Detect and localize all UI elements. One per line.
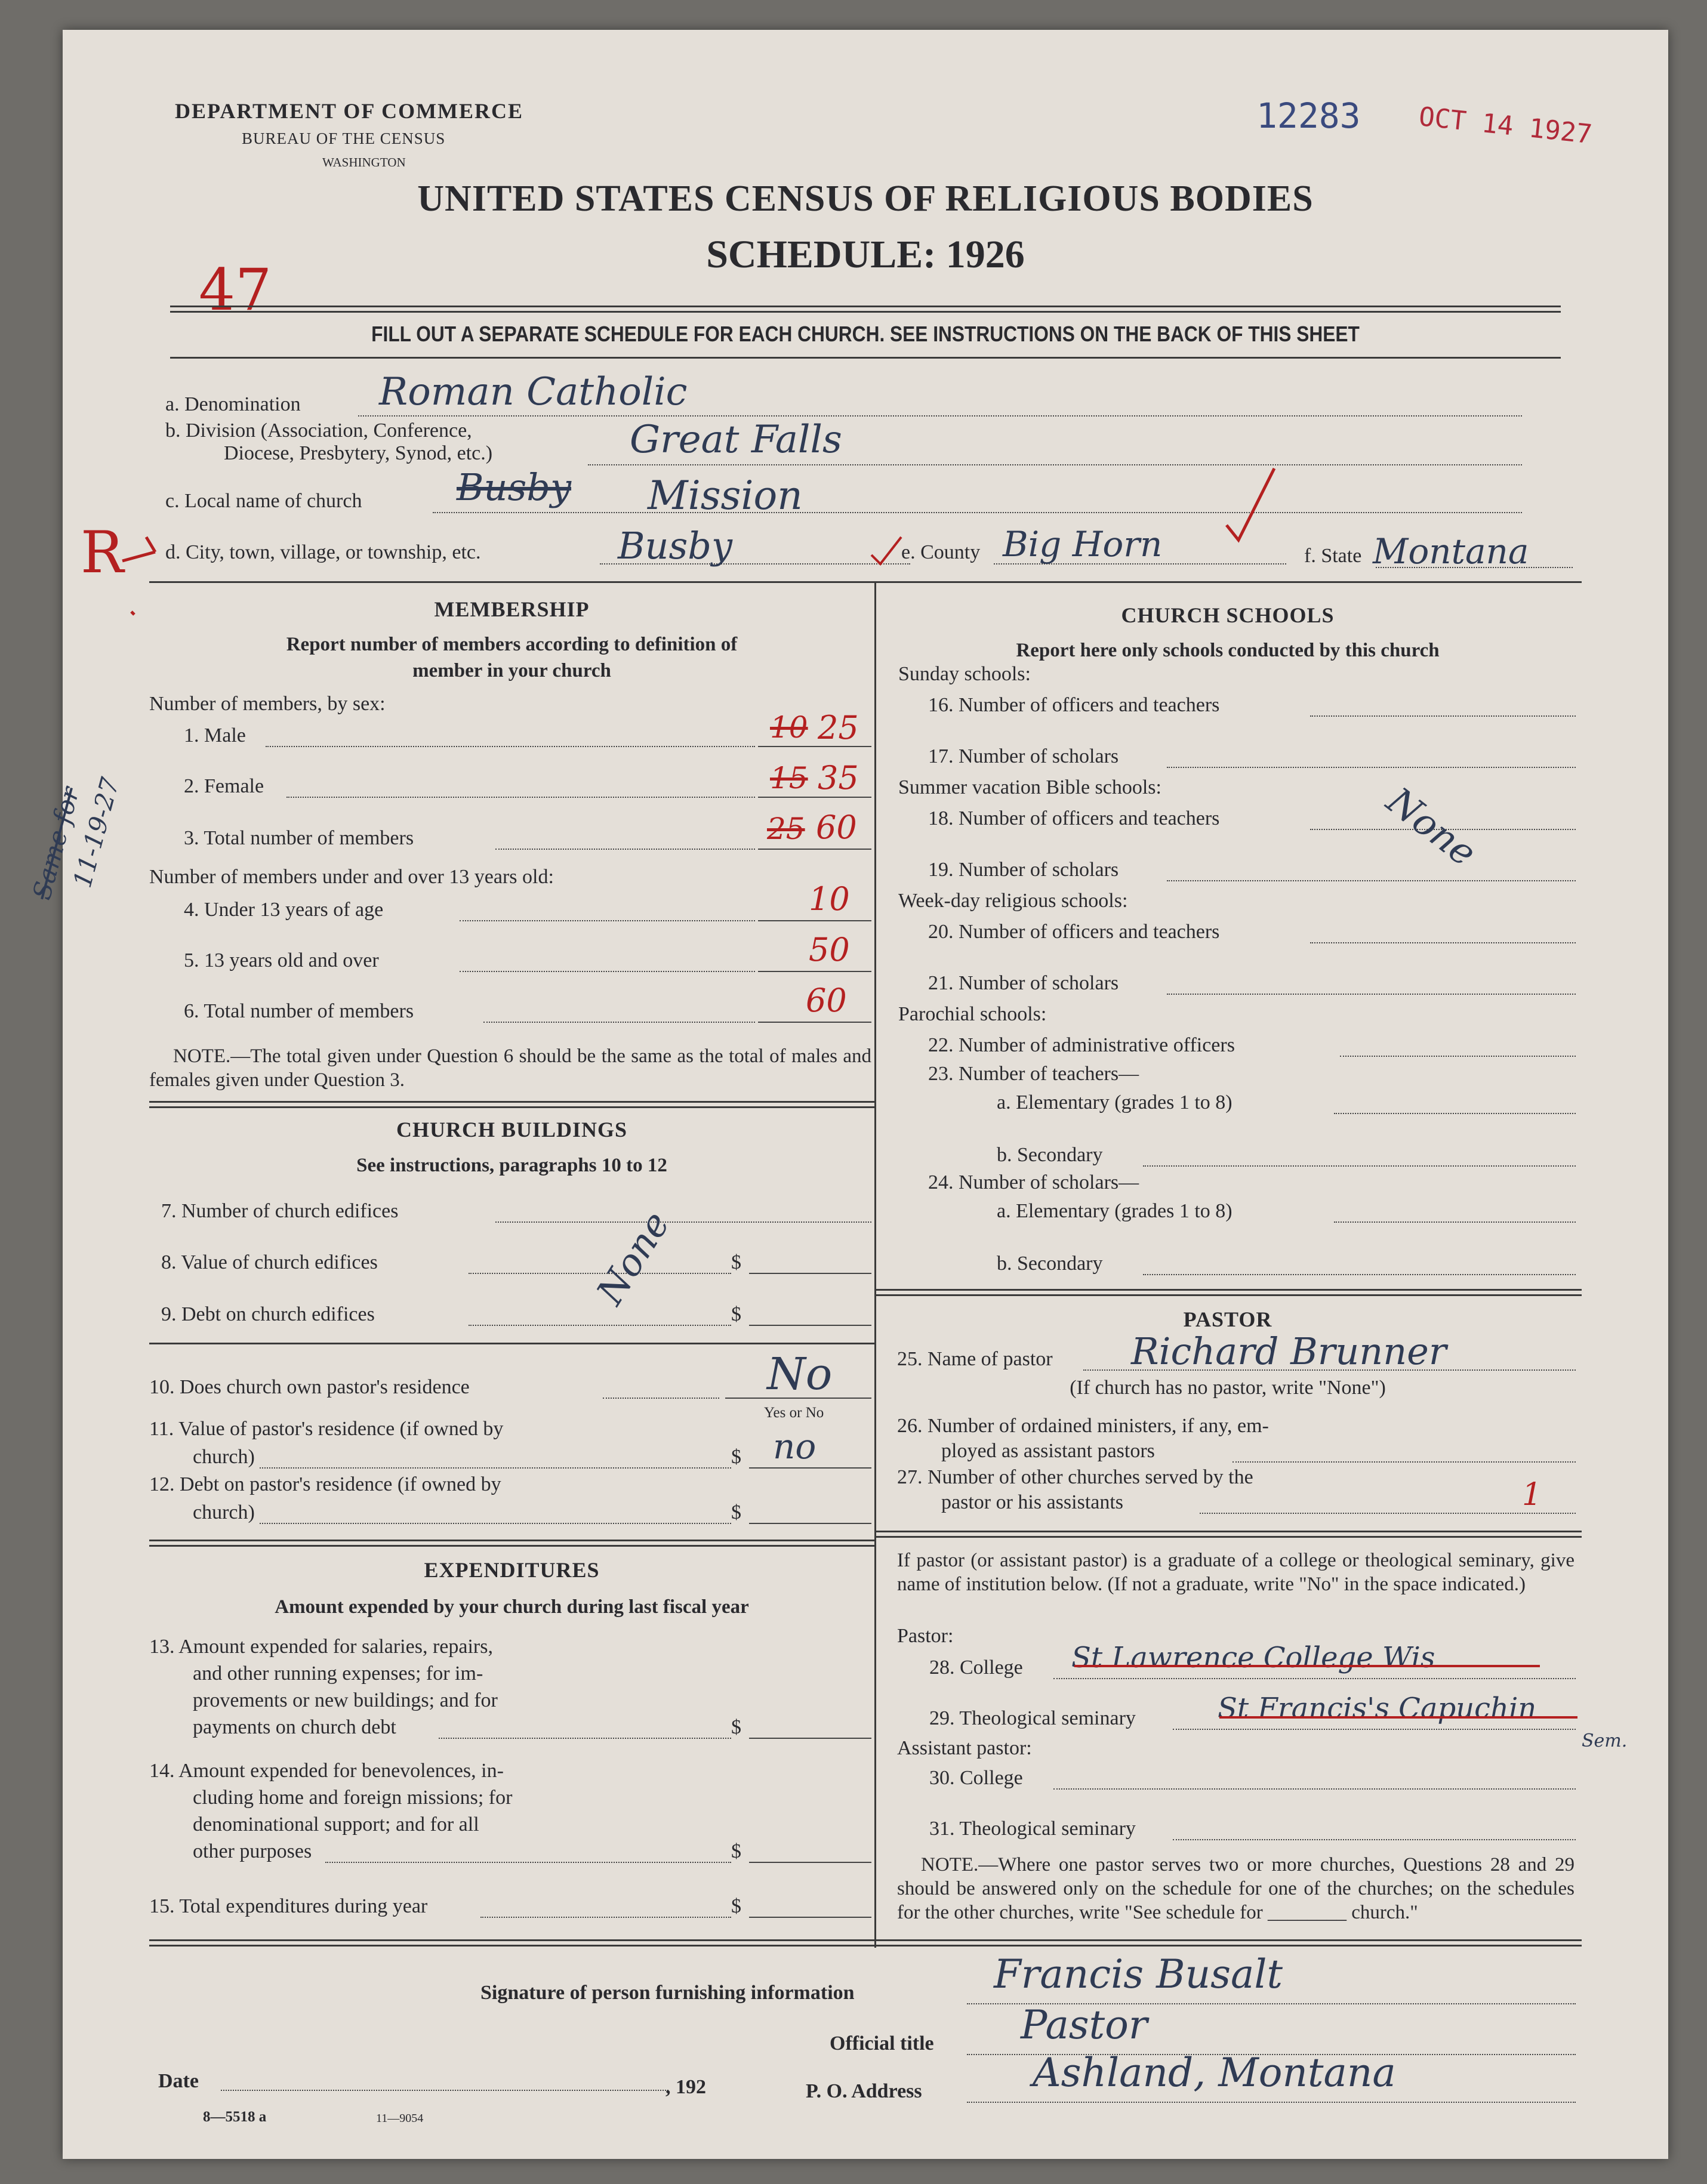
q8-dollar: $	[731, 1251, 741, 1273]
date-year: , 192	[665, 2076, 706, 2098]
buildings-rule-2	[149, 1540, 874, 1547]
q2-label: 2. Female	[184, 775, 264, 797]
schools-sub: Report here only schools conducted by this church	[1016, 640, 1440, 661]
q3-value: 60	[816, 809, 857, 846]
q15-answer-line	[749, 1917, 871, 1918]
q11-dots	[260, 1467, 731, 1469]
q5-label: 5. 13 years old and over	[184, 949, 379, 971]
q5-answer-line	[758, 971, 871, 972]
print-number: 11—9054	[376, 2112, 424, 2125]
q6-answer-line	[758, 1022, 871, 1023]
q10-label: 10. Does church own pastor's residence	[149, 1376, 470, 1398]
q31-label: 31. Theological seminary	[929, 1818, 1136, 1840]
q12-dollar: $	[731, 1501, 741, 1523]
margin-r-mark: R	[81, 519, 124, 586]
q9-label: 9. Debt on church edifices	[161, 1303, 375, 1325]
q14-dots	[325, 1862, 731, 1863]
weekday-label: Week-day religious schools:	[898, 890, 1128, 912]
footer-rule	[149, 1939, 1582, 1947]
q27-value: 1	[1522, 1477, 1542, 1513]
buildings-rule-1	[149, 1343, 874, 1344]
q4-dots	[460, 920, 755, 921]
q27-label-1: 27. Number of other churches served by the	[897, 1466, 1253, 1488]
q20-label: 20. Number of officers and teachers	[928, 921, 1220, 943]
margin-note-2: 11-19-27	[67, 774, 125, 891]
q9-answer-line	[749, 1325, 871, 1326]
q12-label-1: 12. Debt on pastor's residence (if owned by	[149, 1473, 501, 1495]
membership-note: NOTE.—The total given under Question 6 should be the same as the total of males and females given under Question 3.	[149, 1045, 871, 1091]
q27-label-2: pastor or his assistants	[941, 1491, 1124, 1513]
q9-dollar: $	[731, 1303, 741, 1325]
q2-value: 35	[818, 759, 859, 797]
q14-line-3: denominational support; and for all	[193, 1813, 479, 1836]
q3-dots	[495, 849, 755, 850]
q15-label: 15. Total expenditures during year	[149, 1895, 428, 1917]
q11-value: no	[773, 1426, 816, 1467]
q1-value: 25	[818, 709, 859, 746]
form-title: UNITED STATES CENSUS OF RELIGIOUS BODIES	[417, 178, 1314, 219]
q3-struck: 25	[767, 812, 805, 846]
q13-line-1: 13. Amount expended for salaries, repairs,	[149, 1636, 493, 1658]
schedule-title: SCHEDULE: 1926	[706, 233, 1025, 276]
date-label: Date	[158, 2070, 199, 2092]
expenditures-title: EXPENDITURES	[424, 1558, 600, 1582]
q11-dollar: $	[731, 1446, 741, 1468]
q28-value: St Lawrence College Wis	[1071, 1641, 1435, 1674]
city-label: d. City, town, village, or township, etc.	[165, 541, 481, 563]
q2-struck: 15	[770, 761, 808, 795]
po-address-label: P. O. Address	[806, 2080, 922, 2102]
summer-label: Summer vacation Bible schools:	[898, 776, 1161, 798]
bureau-name: BUREAU OF THE CENSUS	[242, 129, 446, 147]
q16-label: 16. Number of officers and teachers	[928, 694, 1220, 716]
q11-label-2: church)	[193, 1446, 255, 1468]
q14-line-4: other purposes	[193, 1840, 312, 1862]
q21-label: 21. Number of scholars	[928, 972, 1119, 994]
parochial-label: Parochial schools:	[898, 1003, 1047, 1025]
q22-label: 22. Number of administrative officers	[928, 1034, 1235, 1056]
q28-label: 28. College	[929, 1656, 1023, 1679]
q4-label: 4. Under 13 years of age	[184, 899, 384, 921]
q26-label-1: 26. Number of ordained ministers, if any, em-	[897, 1415, 1269, 1437]
pastor-sublabel: Pastor:	[897, 1625, 954, 1647]
q23a-label: a. Elementary (grades 1 to 8)	[997, 1091, 1233, 1113]
census-schedule-sheet	[27, 30, 1668, 2159]
county-label: e. County	[901, 541, 981, 563]
q25-value: Richard Brunner	[1131, 1329, 1447, 1373]
q11-answer-line	[749, 1467, 871, 1469]
q23b-dots	[1143, 1165, 1576, 1167]
denomination-value: Roman Catholic	[379, 370, 688, 414]
schools-title: CHURCH SCHOOLS	[1121, 603, 1335, 627]
q17-label: 17. Number of scholars	[928, 745, 1119, 767]
expenditures-sub: Amount expended by your church during last fiscal year	[275, 1596, 749, 1618]
q6-label: 6. Total number of members	[184, 1000, 414, 1022]
q30-dots	[1053, 1788, 1576, 1790]
q4-value: 10	[809, 880, 850, 918]
instruction-rule	[170, 357, 1561, 359]
division-value: Great Falls	[630, 418, 842, 462]
q23b-label: b. Secondary	[997, 1144, 1103, 1166]
q19-dots	[1167, 880, 1576, 881]
schools-rule	[876, 1289, 1582, 1296]
q28-dots	[1053, 1678, 1576, 1679]
pastor-rule	[876, 1531, 1582, 1538]
membership-sub-1: Report number of members according to definition of	[286, 634, 738, 655]
city-value: Busby	[618, 524, 733, 567]
assistant-sublabel: Assistant pastor:	[897, 1737, 1032, 1759]
church-name-line	[433, 512, 1522, 513]
q6-value: 60	[806, 982, 847, 1019]
q14-line-2: cluding home and foreign missions; for	[193, 1787, 513, 1809]
q29-red-strike	[1219, 1716, 1577, 1719]
q31-dots	[1173, 1839, 1576, 1840]
red-tick-icon	[868, 534, 904, 570]
q12-answer-line	[749, 1523, 871, 1524]
state-label: f. State	[1304, 545, 1362, 567]
q22-dots	[1340, 1056, 1576, 1057]
official-title-label: Official title	[830, 2032, 934, 2055]
q7-label: 7. Number of church edifices	[161, 1200, 399, 1222]
q17-dots	[1167, 767, 1576, 768]
q29-value: St Francis's Capuchin	[1218, 1692, 1537, 1725]
official-title-value: Pastor	[1021, 2002, 1148, 2048]
q13-line-2: and other running expenses; for im-	[193, 1662, 483, 1685]
q14-answer-line	[749, 1862, 871, 1863]
margin-note-1: Same for	[27, 783, 85, 903]
instruction-line: FILL OUT A SEPARATE SCHEDULE FOR EACH CHURCH. SEE INSTRUCTIONS ON THE BACK OF THIS SHEET	[371, 322, 1360, 346]
q4-answer-line	[758, 920, 871, 921]
q24b-label: b. Secondary	[997, 1253, 1103, 1275]
form-number: 8—5518 a	[203, 2109, 267, 2125]
q24-label: 24. Number of scholars—	[928, 1171, 1139, 1193]
q21-dots	[1167, 994, 1576, 995]
by-sex-label: Number of members, by sex:	[149, 693, 386, 715]
q29-dots	[1173, 1729, 1576, 1730]
division-label-2: Diocese, Presbytery, Synod, etc.)	[224, 442, 493, 464]
q10-dots	[603, 1398, 719, 1399]
q15-dollar: $	[731, 1895, 741, 1917]
q13-dots	[439, 1738, 731, 1739]
q15-dots	[480, 1917, 731, 1918]
q14-dollar: $	[731, 1840, 741, 1862]
membership-title: MEMBERSHIP	[434, 597, 590, 621]
q1-dots	[266, 746, 755, 747]
q1-label: 1. Male	[184, 724, 246, 746]
denomination-label: a. Denomination	[165, 393, 301, 415]
church-name-label: c. Local name of church	[165, 490, 362, 512]
church-name-value: Mission	[648, 473, 803, 519]
q13-line-3: provements or new buildings; and for	[193, 1689, 498, 1711]
date-line	[221, 2090, 668, 2091]
q26-dots	[1233, 1461, 1576, 1463]
q3-label: 3. Total number of members	[184, 827, 414, 849]
division-label-1: b. Division (Association, Conference,	[165, 419, 472, 442]
church-name-struck: Busby	[457, 465, 572, 509]
q6-dots	[483, 1022, 755, 1023]
q8-label: 8. Value of church edifices	[161, 1251, 378, 1273]
buildings-sub: See instructions, paragraphs 10 to 12	[356, 1155, 667, 1176]
q28-red-strike	[1074, 1665, 1540, 1667]
q26-label-2: ployed as assistant pastors	[941, 1440, 1155, 1462]
city-name: WASHINGTON	[322, 155, 406, 169]
red-number: 47	[199, 257, 272, 323]
q2-answer-line	[758, 797, 871, 798]
q16-dots	[1310, 715, 1576, 717]
membership-sub-2: member in your church	[412, 660, 611, 681]
q12-dots	[260, 1523, 731, 1524]
dept-name: DEPARTMENT OF COMMERCE	[175, 99, 524, 123]
signature-value: Francis Busalt	[994, 1951, 1283, 1997]
q5-value: 50	[809, 931, 850, 968]
q24b-dots	[1143, 1274, 1576, 1275]
division-line	[588, 464, 1522, 465]
q14-line-1: 14. Amount expended for benevolences, in-	[149, 1760, 504, 1782]
id-rule	[149, 581, 1582, 583]
membership-rule	[149, 1101, 874, 1108]
buildings-title: CHURCH BUILDINGS	[396, 1118, 628, 1142]
pastor-note: NOTE.—Where one pastor serves two or more churches, Questions 28 and 29 should be answered only on the schedule for one of the churches; on the schedules for the other churches, write "See schedule for ________ church."	[897, 1854, 1574, 1923]
yes-no-hint: Yes or No	[764, 1405, 824, 1421]
buildings-none: None	[588, 1204, 679, 1312]
county-value: Big Horn	[1003, 524, 1163, 564]
red-check-icon	[1221, 465, 1280, 543]
q23-label: 23. Number of teachers—	[928, 1063, 1139, 1085]
q18-label: 18. Number of officers and teachers	[928, 807, 1220, 829]
q9-dots	[469, 1325, 731, 1326]
q29-value-2: Sem.	[1582, 1730, 1628, 1751]
q24a-label: a. Elementary (grades 1 to 8)	[997, 1200, 1233, 1222]
state-value: Montana	[1373, 531, 1529, 572]
stamp-number: 12283	[1256, 95, 1361, 136]
column-divider	[874, 581, 876, 1948]
q1-struck: 10	[770, 710, 808, 745]
q3-answer-line	[758, 849, 871, 850]
q11-label-1: 11. Value of pastor's residence (if owned by	[149, 1418, 504, 1440]
signature-label: Signature of person furnishing information	[480, 1982, 855, 2004]
q18-value: None	[1379, 779, 1485, 875]
pastor-title: PASTOR	[1183, 1307, 1272, 1331]
header-rule	[170, 306, 1561, 313]
po-address-line	[967, 2102, 1576, 2103]
sunday-label: Sunday schools:	[898, 663, 1031, 685]
po-address-value: Ashland, Montana	[1033, 2050, 1396, 2096]
q13-answer-line	[749, 1738, 871, 1739]
q23a-dots	[1334, 1113, 1576, 1114]
q25-label: 25. Name of pastor	[897, 1348, 1053, 1370]
q13-dollar: $	[731, 1716, 741, 1738]
q20-dots	[1310, 942, 1576, 943]
q8-answer-line	[749, 1273, 871, 1274]
stamp-date: OCT 14 1927	[1417, 101, 1594, 150]
q2-dots	[286, 797, 755, 798]
q10-value: No	[767, 1349, 833, 1400]
q5-dots	[460, 971, 755, 972]
q12-label-2: church)	[193, 1501, 255, 1523]
under-over-label: Number of members under and over 13 years old:	[149, 866, 554, 888]
q30-label: 30. College	[929, 1767, 1023, 1789]
q19-label: 19. Number of scholars	[928, 859, 1119, 881]
graduate-note: If pastor (or assistant pastor) is a graduate of a college or theological seminary, give name of institution below. (If not a graduate, write "No" in the space indicated.)	[897, 1550, 1574, 1595]
q13-line-4: payments on church debt	[193, 1716, 396, 1738]
q29-label: 29. Theological seminary	[929, 1707, 1136, 1729]
q24a-dots	[1334, 1221, 1576, 1223]
denomination-line	[358, 415, 1522, 417]
q27-dots	[1200, 1513, 1576, 1514]
q25-note: (If church has no pastor, write "None")	[1070, 1377, 1386, 1399]
q7-dots	[495, 1221, 871, 1223]
